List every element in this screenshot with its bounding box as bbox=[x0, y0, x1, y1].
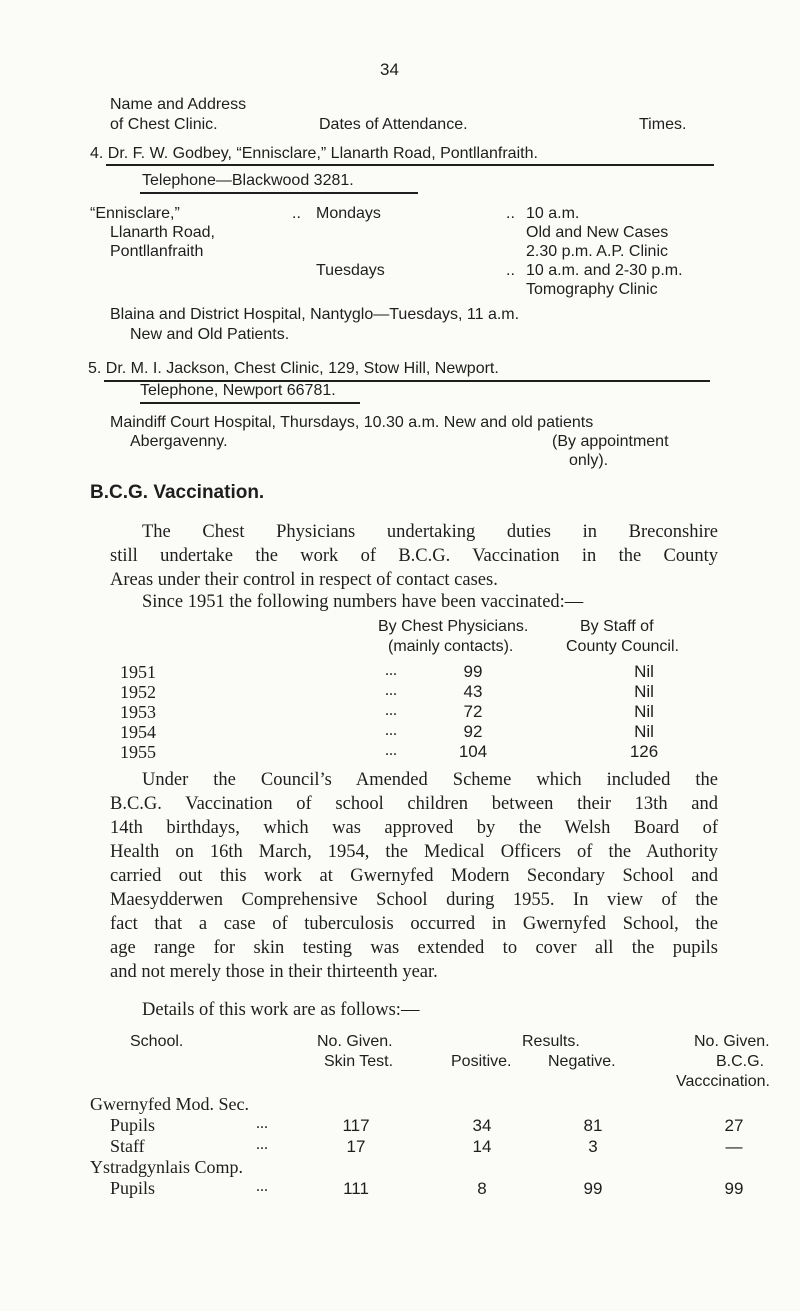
table1-leader: ... bbox=[385, 742, 397, 759]
table2-header-bcg-line2: B.C.G. bbox=[716, 1053, 765, 1070]
clinic4-day2: Tuesdays bbox=[316, 262, 385, 279]
clinic4-address-line2: Llanarth Road, bbox=[110, 224, 215, 241]
header-name-address-line1: Name and Address bbox=[110, 96, 247, 113]
table2-header-bcg-line3: Vacccination. bbox=[676, 1073, 770, 1090]
clinic4-day1: Mondays bbox=[316, 205, 381, 222]
table1-physicians: 92 bbox=[463, 722, 483, 741]
clinic5-title: 5. Dr. M. I. Jackson, Chest Clinic, 129, Stow Hill, Newport. bbox=[88, 360, 499, 377]
table2-row-label: Pupils bbox=[110, 1178, 156, 1198]
clinic4-telephone-underline bbox=[140, 192, 418, 194]
bcg-para3-line: and not merely those in their thirteenth year. bbox=[110, 962, 438, 982]
table1-col2-header-line1: By Staff of bbox=[580, 618, 654, 635]
bcg-para3-line: age range for skin testing was extended to cover all the pupils bbox=[110, 938, 718, 958]
bcg-para3-line: carried out this work at Gwernyfed Modern Secondary School and bbox=[110, 866, 718, 886]
table2-leader: ... bbox=[256, 1178, 268, 1195]
table1-year: 1953 bbox=[120, 702, 156, 722]
table2-row-label: Staff bbox=[110, 1136, 145, 1156]
clinic4-day1-time2: Old and New Cases bbox=[526, 224, 669, 241]
table2-positive: 14 bbox=[472, 1137, 492, 1156]
table2-positive: 34 bbox=[472, 1116, 492, 1135]
maindiff-line1: Maindiff Court Hospital, Thursdays, 10.30 a.m. New and old patients bbox=[110, 414, 594, 431]
table2-header-school: School. bbox=[130, 1033, 184, 1050]
bcg-para1-line: The Chest Physicians undertaking duties in Breconshire bbox=[142, 522, 718, 542]
table2-bcg: 99 bbox=[724, 1179, 744, 1198]
bcg-para3-line: B.C.G. Vaccination of school children between their 13th and bbox=[110, 794, 718, 814]
table2-header-negative: Negative. bbox=[548, 1053, 616, 1070]
clinic4-telephone: Telephone—Blackwood 3281. bbox=[142, 172, 354, 189]
table2-bcg: — bbox=[725, 1137, 743, 1156]
table1-physicians: 72 bbox=[463, 702, 483, 721]
clinic4-day1-time-leader: .. bbox=[506, 205, 515, 222]
maindiff-line3: only). bbox=[569, 452, 609, 469]
clinic4-address-line1: “Ennisclare,” bbox=[90, 205, 180, 222]
table2-leader: ... bbox=[256, 1115, 268, 1132]
table2-negative: 81 bbox=[583, 1116, 603, 1135]
blaina-line2: New and Old Patients. bbox=[130, 326, 290, 343]
bcg-para3-line: Health on 16th March, 1954, the Medical Officers of the Authority bbox=[110, 842, 718, 862]
table1-year: 1955 bbox=[120, 742, 156, 762]
page-number: 34 bbox=[380, 60, 399, 79]
table2-header-positive: Positive. bbox=[451, 1053, 512, 1070]
clinic4-day1-leader: .. bbox=[292, 205, 301, 222]
bcg-para3-line: Maesydderwen Comprehensive School during 1955. In view of the bbox=[110, 890, 718, 910]
clinic4-day2-time-leader: .. bbox=[506, 262, 515, 279]
table2-header-bcg-line1: No. Given. bbox=[694, 1033, 770, 1050]
blaina-line1: Blaina and District Hospital, Nantyglo—Tuesdays, 11 a.m. bbox=[110, 306, 520, 323]
table1-col1-header-line1: By Chest Physicians. bbox=[378, 618, 529, 635]
table2-header-results: Results. bbox=[522, 1033, 580, 1050]
table2-bcg: 27 bbox=[724, 1116, 744, 1135]
table2-positive: 8 bbox=[477, 1179, 487, 1198]
clinic4-address-line3: Pontllanfraith bbox=[110, 243, 204, 260]
bcg-para4: Details of this work are as follows:— bbox=[142, 1000, 420, 1020]
table2-school1: Gwernyfed Mod. Sec. bbox=[90, 1094, 249, 1114]
clinic4-title-underline bbox=[106, 164, 714, 166]
bcg-para1-line: still undertake the work of B.C.G. Vaccination in the County bbox=[110, 546, 718, 566]
table2-negative: 3 bbox=[588, 1137, 598, 1156]
table2-leader: ... bbox=[256, 1136, 268, 1153]
bcg-para2: Since 1951 the following numbers have been vaccinated:— bbox=[142, 592, 584, 612]
table1-year: 1954 bbox=[120, 722, 156, 742]
bcg-para3-line: Under the Council’s Amended Scheme which included the bbox=[142, 770, 718, 790]
table1-year: 1952 bbox=[120, 682, 156, 702]
table2-row-label: Pupils bbox=[110, 1115, 156, 1135]
table1-physicians: 99 bbox=[463, 662, 483, 681]
clinic4-day1-time3: 2.30 p.m. A.P. Clinic bbox=[526, 243, 668, 260]
table2-header-given-line2: Skin Test. bbox=[324, 1053, 394, 1070]
table1-leader: ... bbox=[385, 722, 397, 739]
bcg-para3-line: fact that a case of tuberculosis occurred in Gwernyfed School, the bbox=[110, 914, 718, 934]
header-dates-attendance: Dates of Attendance. bbox=[319, 116, 468, 133]
clinic4-title: 4. Dr. F. W. Godbey, “Ennisclare,” Llanarth Road, Pontllanfraith. bbox=[90, 145, 538, 162]
table1-year: 1951 bbox=[120, 662, 156, 682]
table2-given: 17 bbox=[346, 1137, 366, 1156]
bcg-para1 bbox=[110, 520, 718, 592]
maindiff-line2-left: Abergavenny. bbox=[130, 433, 228, 450]
table2-school2: Ystradgynlais Comp. bbox=[90, 1157, 243, 1177]
table1-leader: ... bbox=[385, 662, 397, 679]
table1-leader: ... bbox=[385, 702, 397, 719]
table2-given: 117 bbox=[342, 1116, 370, 1135]
table1-col2-header-line2: County Council. bbox=[566, 638, 679, 655]
bcg-para3-line: 14th birthdays, which was approved by the Welsh Board of bbox=[110, 818, 718, 838]
clinic4-day2-time2: Tomography Clinic bbox=[526, 281, 658, 298]
table2-header-given-line1: No. Given. bbox=[317, 1033, 393, 1050]
table1-staff: Nil bbox=[634, 662, 654, 681]
bcg-para3 bbox=[110, 768, 718, 984]
table2-given: 111 bbox=[343, 1179, 369, 1198]
bcg-heading: B.C.G. Vaccination. bbox=[90, 482, 265, 503]
table1-staff: Nil bbox=[634, 682, 654, 701]
table1-col1-header-line2: (mainly contacts). bbox=[388, 638, 514, 655]
table1-staff: 126 bbox=[629, 742, 659, 761]
clinic4-day2-time1: 10 a.m. and 2-30 p.m. bbox=[526, 262, 683, 279]
maindiff-line2-right: (By appointment bbox=[552, 433, 669, 450]
header-times: Times. bbox=[639, 116, 687, 133]
table2-negative: 99 bbox=[583, 1179, 603, 1198]
table1-physicians: 43 bbox=[463, 682, 483, 701]
clinic5-telephone-underline bbox=[140, 402, 360, 404]
table1-staff: Nil bbox=[634, 702, 654, 721]
table1-leader: ... bbox=[385, 682, 397, 699]
clinic4-day1-time1: 10 a.m. bbox=[526, 205, 580, 222]
header-name-address-line2: of Chest Clinic. bbox=[110, 116, 218, 133]
clinic5-telephone: Telephone, Newport 66781. bbox=[140, 382, 336, 399]
table1-physicians: 104 bbox=[458, 742, 488, 761]
bcg-para1-line: Areas under their control in respect of contact cases. bbox=[110, 570, 498, 590]
table1-staff: Nil bbox=[634, 722, 654, 741]
